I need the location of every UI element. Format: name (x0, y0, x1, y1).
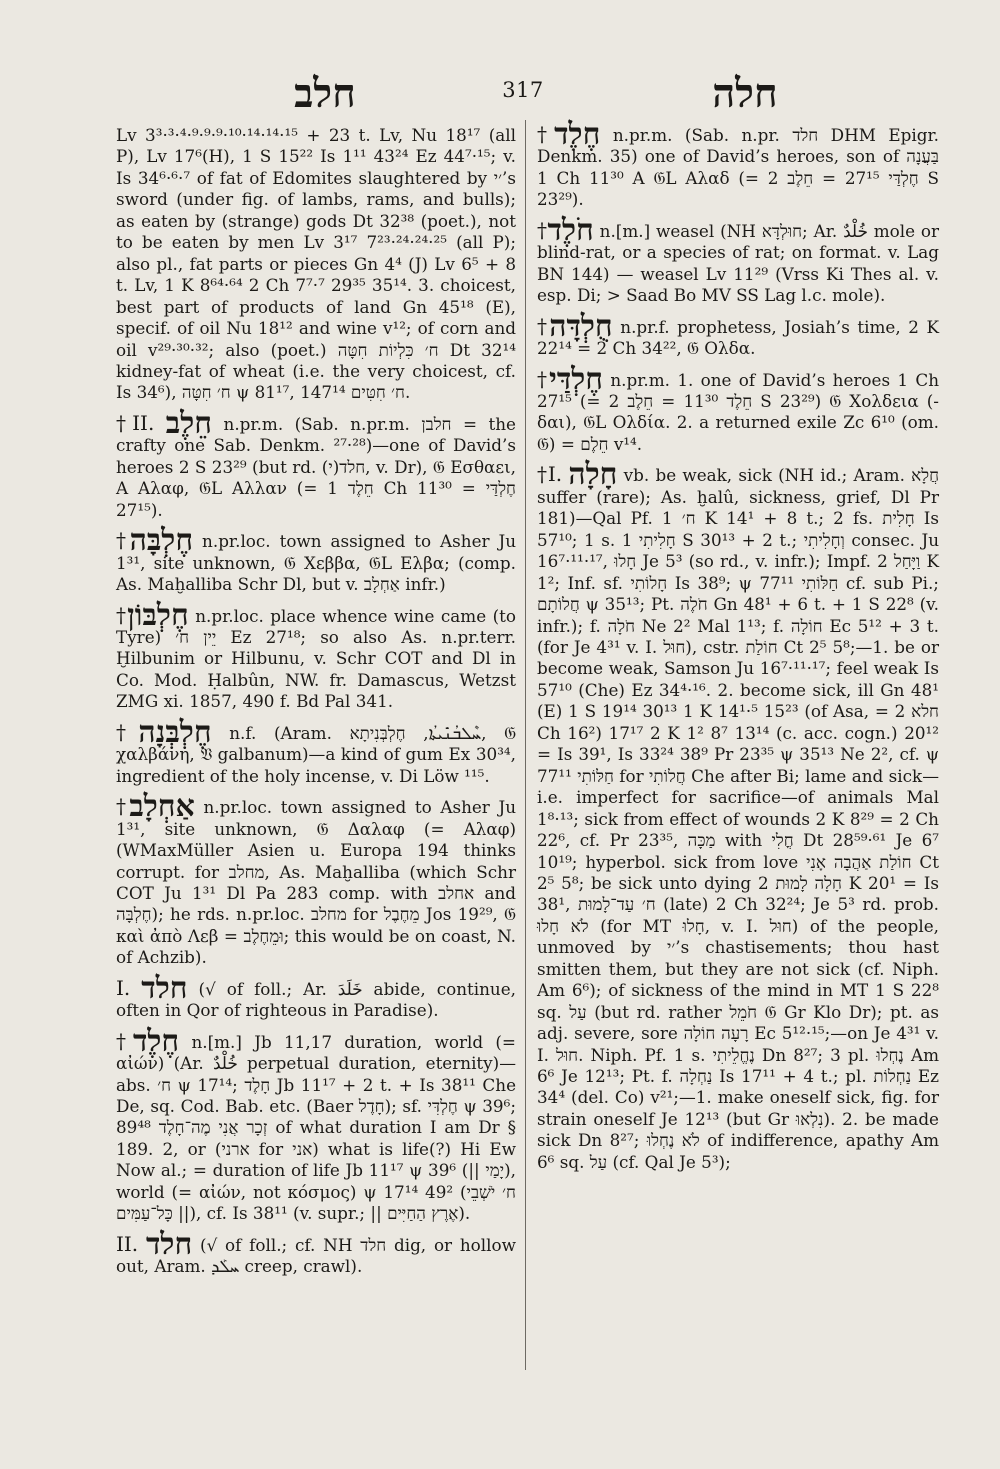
entry-text: n.f. (Aram. ܚܶܠܒܳܢܺܝܬܳܐ, חֶלְבְּנִיתָא, 𝔊 χαλβάνη, 𝔙 galbanum)—a kind of gum Ex 30³⁴, ingredient of the holy incense, v. Di Löw ¹¹⁵. (116, 722, 517, 786)
entry-mark: † (537, 122, 555, 146)
entry-text: n.[m.] weasel (NH חוּלְדָּא; Ar. خُلْدٌ mole or blind-rat, or a species of rat; on format. v. Lag BN 144) — weasel Lv 11²⁹ (Vrss Ki Thes al. v. esp. Di; > Saad Bo MV SS Lag l.c. mole). (537, 220, 940, 306)
entry (116, 124, 516, 404)
entry-headword: חלד (141, 970, 188, 1006)
entry (537, 212, 940, 307)
entry-text: n.pr.loc. town assigned to Asher Ju 1³¹, site unknown, 𝔊 Δαλαφ (= Αλαφ) (WMaxMüller Asien u. Europa 194 thinks corrupt. for מחלב, As. Maḫalliba (which Schr COT Ju 1³¹ Dl Pa 283 comp. with אחלב and חֶלְבָּה); he rds. n.pr.loc. מחלב for מֵחֶבֶל Jos 19²⁹, 𝔊 καὶ ἀπὸ Λεβ = וּמֵחֶלֶב; this would be on coast, N. of Achzib). (116, 797, 517, 968)
column-divider (525, 120, 526, 1370)
entry (537, 117, 939, 211)
entry-headword: חֶלְבּוֹן (127, 597, 189, 633)
entry-headword: חֶלְבְּנָה (138, 714, 212, 750)
entry (116, 597, 517, 713)
entry (116, 789, 517, 969)
entry (116, 523, 516, 595)
entry-mark: † (537, 313, 550, 338)
entry-mark: † (537, 217, 548, 242)
page-number: 317 (502, 78, 544, 102)
entry-mark: † (116, 528, 130, 553)
entry-headword: חֹלֶד (547, 212, 594, 248)
entry-text: n.pr.f. prophetess, Josiah’s time, 2 K 22¹⁴ = 2 Ch 34²², 𝔊 Ολδα. (537, 316, 940, 359)
entry-mark: † (116, 602, 128, 627)
entry-mark: †I. (537, 462, 563, 487)
entry-mark: II. (116, 1231, 139, 1256)
entry (116, 405, 516, 521)
entry (537, 457, 940, 1173)
right-column (537, 117, 940, 1182)
entry (116, 970, 516, 1022)
entry-text: (√ of foll.; cf. NH חלד dig, or hollow out, Aram. ܚܠܰܕ creep, crawl). (116, 1234, 516, 1277)
entry-text: Lv 3³·³·⁴·⁹·⁹·⁹·¹⁰·¹⁴·¹⁴·¹⁵ + 23 t. Lv, Nu 18¹⁷ (all P), Lv 17⁶(H), 1 S 15²² Is 1¹¹ 43²⁴ Ez 44⁷·¹⁵; v. Is 34⁶·⁶·⁷ of fat of Edomites slaughtered by ׳י’s sword (under fig. of lambs, rams, and bulls); as eaten by (strange) gods Dt 32³⁸ (poet.), not to be eaten by men Lv 3¹⁷ 7²³·²⁴·²⁴·²⁵ (all P); also pl., fat parts or pieces Gn 4⁴ (J) Lv 6⁵ + 8 t. Lv, 1 K 8⁶⁴·⁶⁴ 2 Ch 7⁷·⁷ 29³⁵ 35¹⁴. 3. choicest, best part of products of land Gn 45¹⁸ (E), specif. of oil Nu 18¹² and wine v¹²; of corn and oil v²⁹·³⁰·³²; also (poet.) ח׳ כִּלְיוֹת חִטָּה Dt 32¹⁴ kidney-fat of wheat (i.e. the very choicest, cf. Is 34⁶), ח׳ חִטָּה ψ 81¹⁷, ח׳ חִטִּים 147¹⁴. (116, 125, 516, 403)
entry-headword: חֶלְבָּה (129, 523, 194, 559)
entry-text: n.pr.loc. town assigned to Asher Ju 1³¹, site unknown, 𝔊 Χεββα, 𝔊L Ελβα; (comp. As. Maḫalliba Schr Dl, but v. אַחְלָב infr.) (116, 531, 516, 595)
entry-text: n.[m.] Jb 11,17 duration, world (= αἰών) (Ar. خُلْدٌ perpetual duration, eternity)—abs. ח׳ ψ 17¹⁴; חָלֶד Jb 11¹⁷ + 2 t. + Is 38¹¹ Che De, sq. Cod. Bab. etc. (Baer חָדֶל); sf. חֶלְדִּי ψ 39⁶; זְכָר אֲנִי מֶה־חָלֶד 89⁴⁸ of what duration I am Dr § 189. 2, or (ארני for אני) what is life(?) Hi Ew Now al.; = duration of life Jb 11¹⁷ ψ 39⁶ (|| יָמַי), world (= αἰών, not κόσμος) ψ 17¹⁴ 49² (ח׳ יֹשְׁבֵי || כָּל־עַמִּים), cf. Is 38¹¹ (v. supr.; || אֶרֶץ הַחַיִּים). (116, 1031, 516, 1224)
entry-text: n.pr.loc. place whence wine came (to Tyre) יֵין ח׳ Ez 27¹⁸; so also As. n.pr.terr. Ḫilbunim or Hilbunu, v. Schr COT and Dl in Co. Mod. Ḥalbûn, NW. fr. Damascus, Wetzst ZMG xi. 1857, 490 f. Bd Pal 341. (116, 605, 517, 712)
entry (116, 1226, 516, 1278)
entry-text: (√ of foll.; Ar. خَلَدَ abide, continue, often in Qor of righteous in Paradise). (116, 978, 516, 1021)
left-column (116, 124, 516, 1287)
entry-mark: † (116, 794, 130, 819)
entry-headword: חֶלְדַּי (548, 361, 604, 397)
entry-mark: † (537, 366, 549, 391)
entry-text: n.pr.m. 1. one of David’s heroes 1 Ch 27¹⁵ (= חֵלֶד 11³⁰ = חֵלֶב 2 S 23²⁹) 𝔊 Χολδεια (-δαι), 𝔊L Ολδία. 2. a returned exile Zc 6¹⁰ (om. 𝔊) = חֵלֶם v¹⁴. (537, 369, 939, 454)
running-head-left: חלב (294, 70, 356, 117)
entry-headword: חלד (145, 1226, 193, 1262)
entry-mark: †II. (116, 410, 155, 435)
entry (116, 1023, 516, 1225)
entry (116, 714, 517, 787)
entry-headword: חֻלְדָּה (549, 308, 613, 344)
entry-headword: חֵלֶב (165, 405, 213, 441)
entry-mark: I. (116, 975, 131, 1000)
entry-headword: חֶלֶד (554, 117, 601, 152)
entry (537, 308, 940, 360)
entry-headword: חָלָה (568, 457, 618, 493)
entry-headword: אַחְלָב (129, 789, 195, 825)
entry-text: n.pr.m. (Sab. n.pr. חלד DHM Epigr. Denkm. 35) one of David’s heroes, son of בַּעֲנָה 1 Ch 11³⁰ A 𝔊L Αλαδ (= חֶלְדַּי 27¹⁵ = חֵלֶב 2 S 23²⁹). (537, 125, 939, 210)
entry-headword: חֶלֶד (132, 1023, 180, 1059)
running-head-right: חלה (712, 70, 778, 117)
entry-text: n.pr.m. (Sab. n.pr.m. חלבן = the crafty one Sab. Denkm. ²⁷·²⁸)—one of David’s heroes 2 S 23²⁹ (but rd. (י)חלד, v. Dr), 𝔊 Εσθαει, A Αλαφ, 𝔊L Αλλαν (= חֵלֶד 1 Ch 11³⁰ = חֶלְדַּי 27¹⁵). (116, 413, 516, 520)
entry-mark: † (116, 1028, 133, 1053)
entry-text: vb. be weak, sick (NH id.; Aram. חֲלָא suffer (rare); As. ḫalû, sickness, grief, Dl Pr 181)—Qal Pf. ח׳ 1 K 14¹ + 8 t.; 2 fs. חָלִית Is 57¹⁰; 1 s. חָלִיתִי 1 S 30¹³ + 2 t.; וְחָלִיתִי consec. Ju 16⁷·¹¹·¹⁷, חָלוּ Je 5³ (so rd., v. infr.); Impf. וַיָּחַל 2 K 1²; Inf. sf. חָלוֹתִי Is 38⁹; ψ חַלּוֹתִי 77¹¹ cf. sub Pi.; חֲלוֹתָם ψ 35¹³; Pt. חֹלֶה Gn 48¹ + 6 t. + 1 S 22⁸ (v. infr.); f. חֹלָה Ne 2² Mal 1¹³; f. חוֹלָה Ec 5¹² + 3 t. (for Je 4³¹ v. I. חוּל), cstr. חוֹלַת Ct 2⁵ 5⁸;—1. be or become weak, Samson Ju 16⁷·¹¹·¹⁷; feel weak Is 57¹⁰ (Che) Ez 34⁴·¹⁶. 2. become sick, ill Gn 48¹ (E) 1 S 19¹⁴ 30¹³ 1 K 14¹·⁵ 15²³ (of Asa, = חלא 2 Ch 16²) 17¹⁷ 2 K 1² 8⁷ 13¹⁴ (c. acc. cogn.) 20¹² = Is 39¹, Is 33²⁴ 38⁹ Pr 23³⁵ ψ 35¹³ Ne 2², cf. ψ 77¹¹ חַלּוֹתִי for חֲלוֹתִי Che after Bi; lame and sick—i.e. imperfect for sacrifice—of animals Mal 1⁸·¹³; sick from effect of wounds 2 K 8²⁹ = 2 Ch 22⁶, cf. Pr 23³⁵, מַכָּה with חֳלִי Dt 28⁵⁹·⁶¹ Je 6⁷ 10¹⁹; hyperbol. sick from love חוֹלַת אַהֲבָה אָנִי Ct 2⁵ 5⁸; be sick unto dying חָלָה לָמוּת 2 K 20¹ = Is 38¹, ח׳ עַד־לָמוּת (late) 2 Ch 32²⁴; Je 5³ rd. prob. לֹא חָלוּ (for MT חָלוּ, v. I. חוּל) of the people, unmoved by ׳י’s chastisements; thou hast smitten them, but they are not sick (cf. Niph. Am 6⁶); of sickness of the mind in MT 1 S 22⁸ sq. עַל (but rd. rather חֹמֵל 𝔊 Gr Klo Dr); pt. as adj. severe, sore רָעָה חוֹלָה Ec 5¹²·¹⁵;—on Je 4³¹ v. I. חוּל. Niph. Pf. 1 s. נֶחֱלֵיתִי Dn 8²⁷; 3 pl. נֶחְלוּ Am 6⁶ Je 12¹³; Pt. f. נַחְלָה Is 17¹¹ + 4 t.; pl. נַחְלוֹת Ez 34⁴ (del. Co) v²¹;—1. make oneself sick, fig. for strain oneself Je 12¹³ (but Gr נִלְאוּ). 2. be made sick Dn 8²⁷; לֹא נֶחְלוּ of indifference, apathy Am 6⁶ sq. עַל (cf. Qal Je 5³); (537, 465, 940, 1172)
entry (537, 361, 939, 456)
entry-mark: † (116, 719, 139, 744)
